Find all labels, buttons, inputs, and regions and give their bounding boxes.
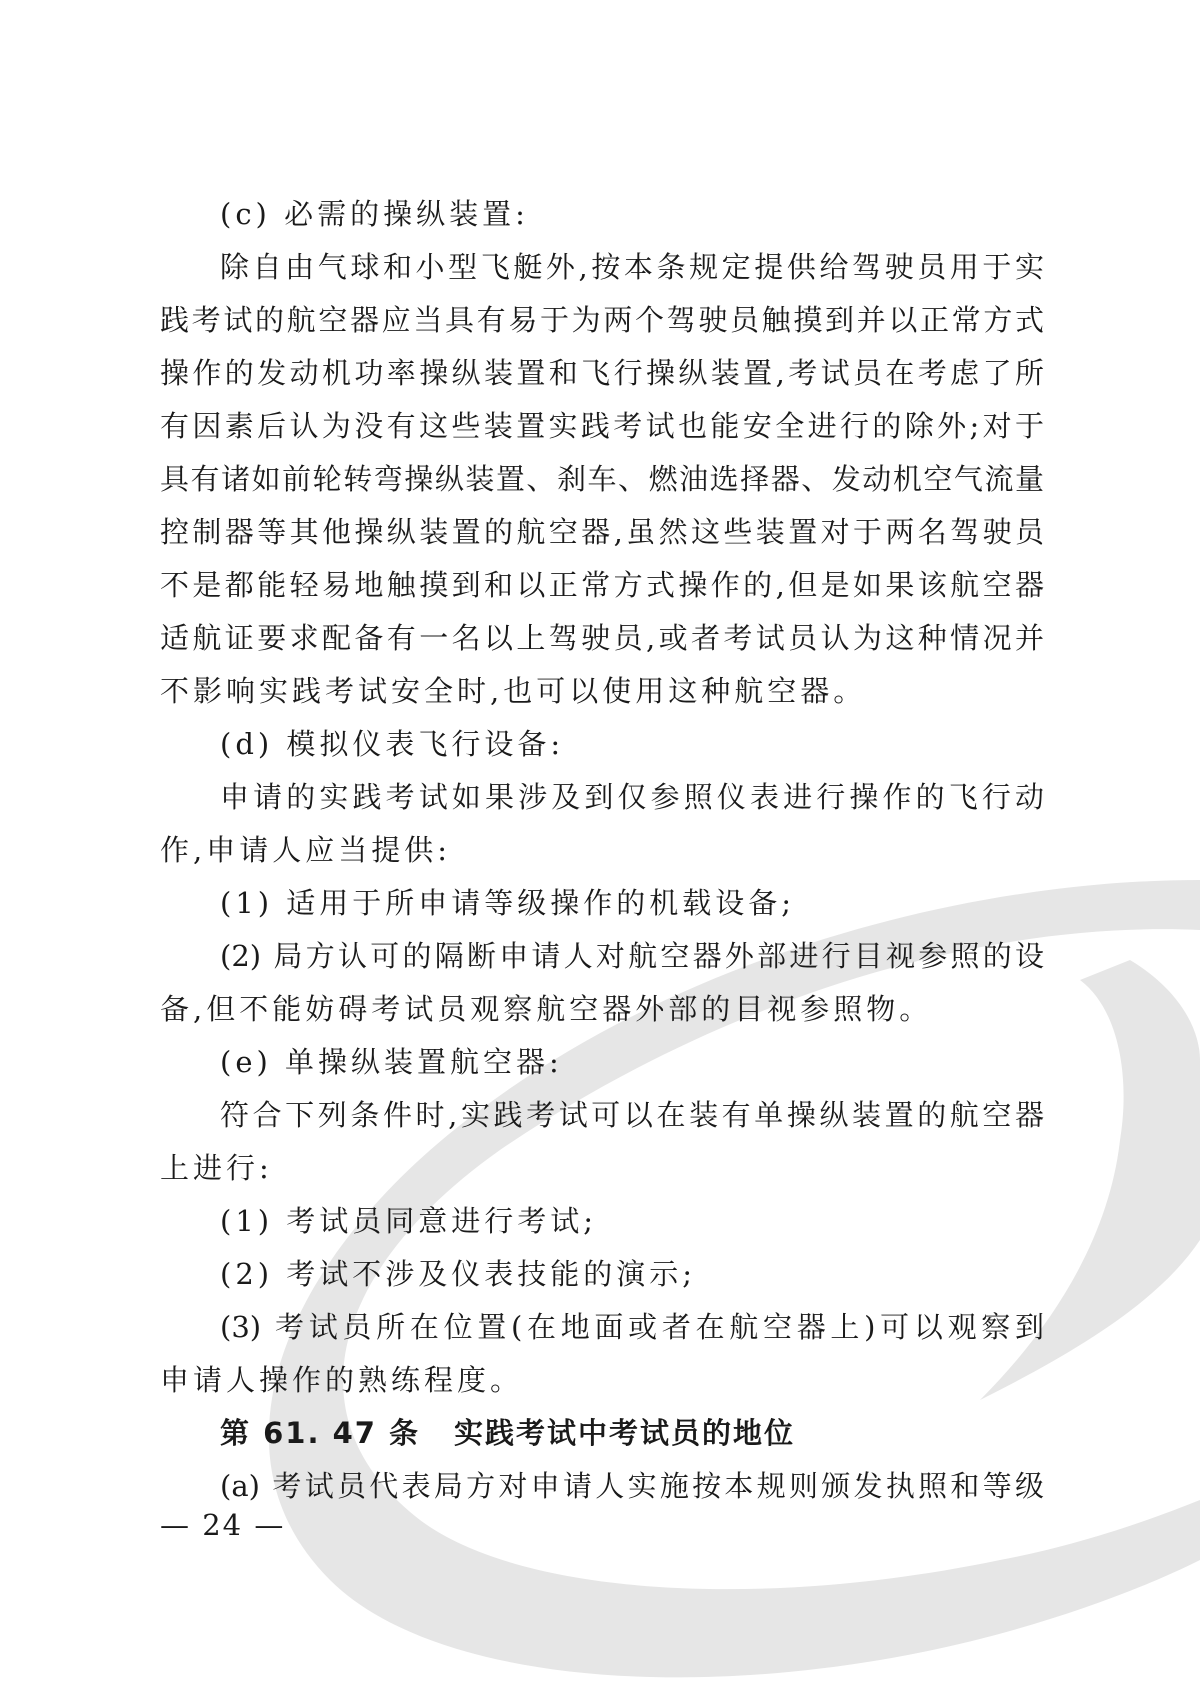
section-heading bbox=[160, 1407, 1044, 1460]
paragraph-line: 申请的实践考试如果涉及到仅参照仪表进行操作的飞行动 bbox=[220, 780, 1044, 814]
subsection-heading-c: (c) 必需的操纵装置: bbox=[220, 197, 529, 231]
paragraph-line: 有因素后认为没有这些装置实践考试也能安全进行的除外;对于 bbox=[160, 409, 1044, 443]
section-title: 实践考试中考试员的地位 bbox=[454, 1416, 796, 1450]
list-item: (1) 考试员同意进行考试; bbox=[220, 1204, 598, 1238]
list-item: (2) 局方认可的隔断申请人对航空器外部进行目视参照的设 bbox=[220, 939, 1044, 973]
list-item: (1) 适用于所申请等级操作的机载设备; bbox=[220, 886, 796, 920]
subsection-heading-d: (d) 模拟仪表飞行设备: bbox=[220, 727, 565, 761]
paragraph-line: 不是都能轻易地触摸到和以正常方式操作的,但是如果该航空器 bbox=[160, 568, 1044, 602]
page-number: — 24 — bbox=[160, 1508, 286, 1542]
paragraph-line: 除自由气球和小型飞艇外,按本条规定提供给驾驶员用于实 bbox=[220, 250, 1044, 284]
paragraph-line: 控制器等其他操纵装置的航空器,虽然这些装置对于两名驾驶员 bbox=[160, 515, 1044, 549]
paragraph-line: (a) 考试员代表局方对申请人实施按本规则颁发执照和等级 bbox=[220, 1469, 1044, 1503]
paragraph-line: 作,申请人应当提供: bbox=[160, 833, 451, 867]
list-item-continuation: 备,但不能妨碍考试员观察航空器外部的目视参照物。 bbox=[160, 992, 933, 1026]
subsection-heading-e: (e) 单操纵装置航空器: bbox=[220, 1045, 563, 1079]
paragraph-line: 操作的发动机功率操纵装置和飞行操纵装置,考试员在考虑了所 bbox=[160, 356, 1044, 390]
list-item: (3) 考试员所在位置(在地面或者在航空器上)可以观察到 bbox=[220, 1310, 1044, 1344]
list-item: (2) 考试不涉及仪表技能的演示; bbox=[220, 1257, 697, 1291]
paragraph-line: 符合下列条件时,实践考试可以在装有单操纵装置的航空器 bbox=[220, 1098, 1044, 1132]
paragraph-line: 具有诸如前轮转弯操纵装置、刹车、燃油选择器、发动机空气流量 bbox=[160, 462, 1044, 496]
list-item-continuation: 申请人操作的熟练程度。 bbox=[160, 1363, 524, 1397]
section-number: 第 61. 47 条 bbox=[220, 1416, 421, 1450]
paragraph-line: 上进行: bbox=[160, 1151, 273, 1185]
document-body bbox=[160, 188, 1044, 1513]
paragraph-line: 适航证要求配备有一名以上驾驶员,或者考试员认为这种情况并 bbox=[160, 621, 1044, 655]
paragraph-line: 践考试的航空器应当具有易于为两个驾驶员触摸到并以正常方式 bbox=[160, 303, 1044, 337]
paragraph-line: 不影响实践考试安全时,也可以使用这种航空器。 bbox=[160, 674, 867, 708]
